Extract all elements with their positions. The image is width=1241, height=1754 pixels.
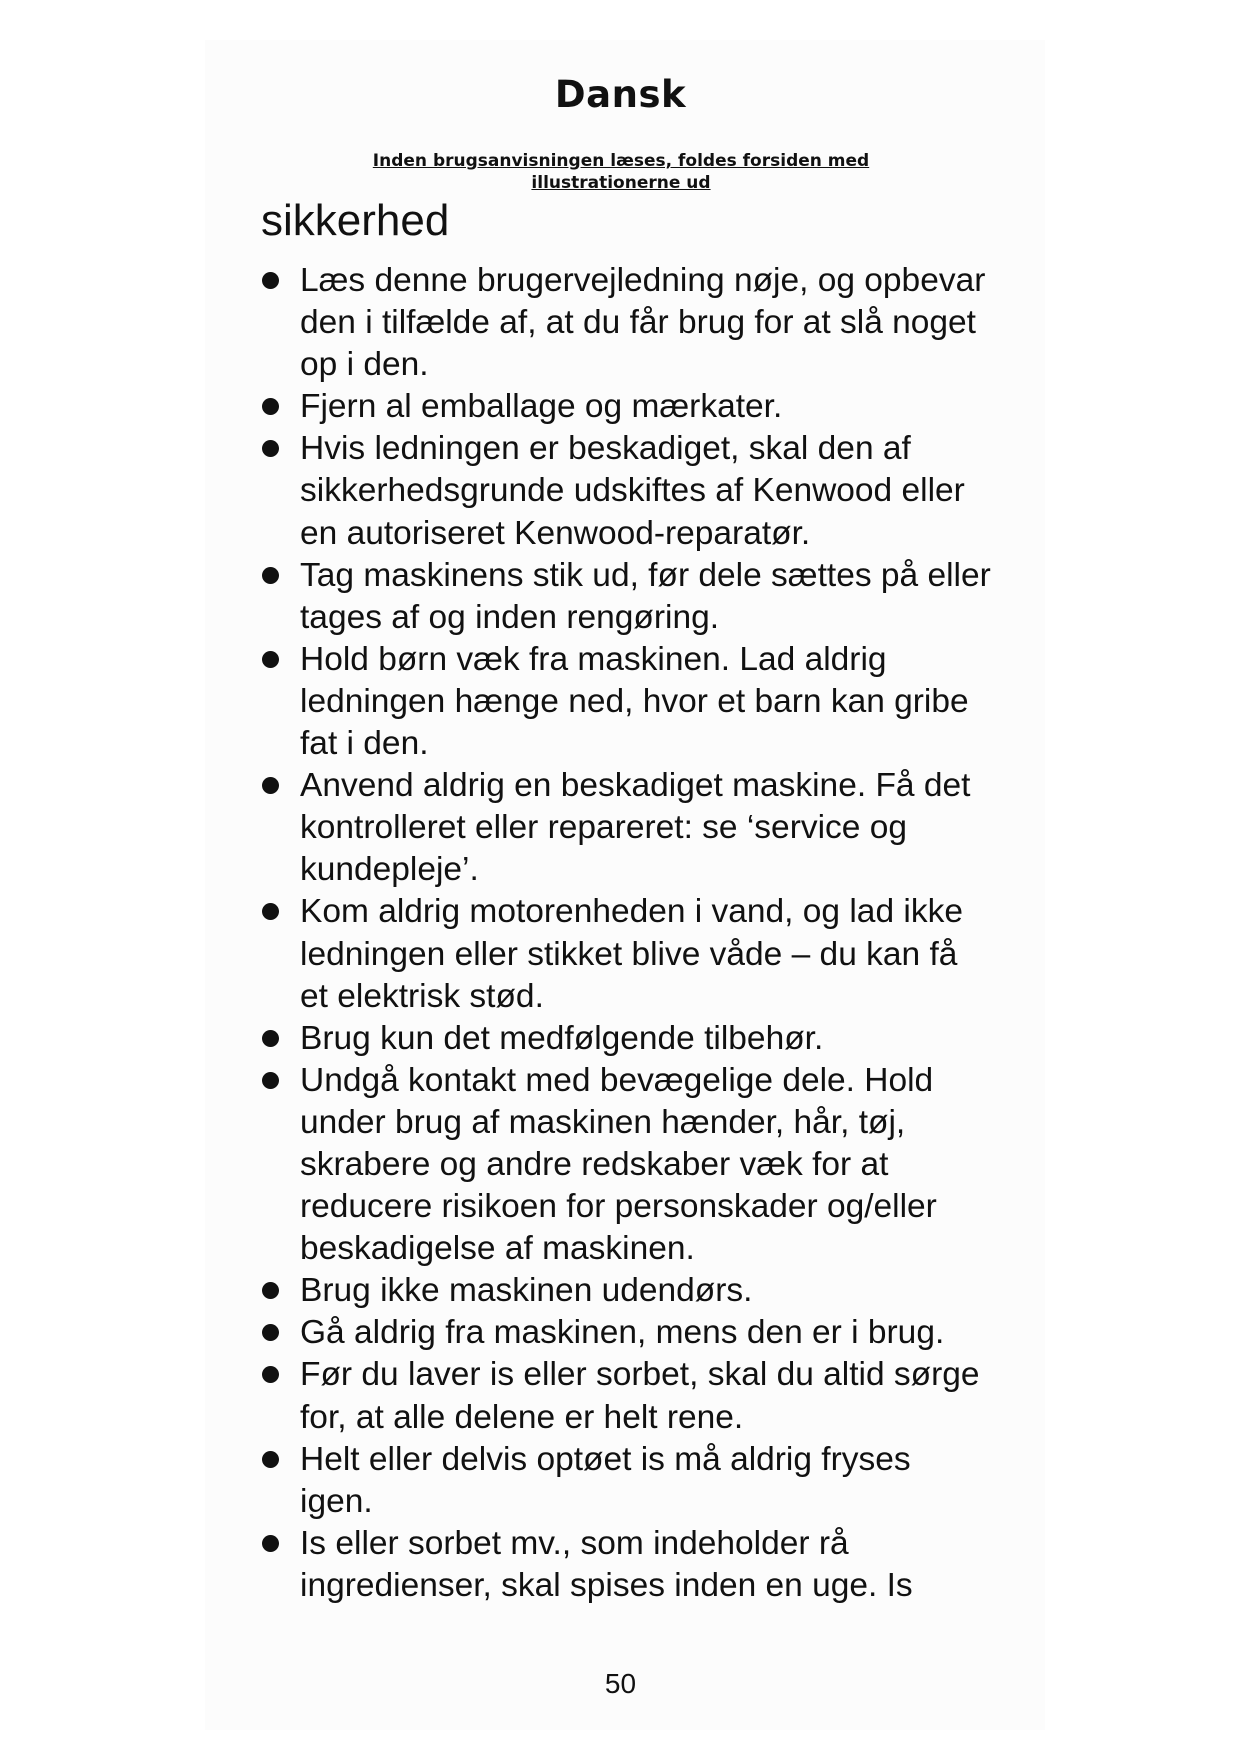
list-item (261, 1060, 991, 1270)
bullet-icon (262, 1451, 279, 1468)
bullet-icon (262, 1366, 279, 1383)
section-heading: sikkerhed (261, 196, 450, 245)
list-item-text: Brug ikke maskinen udendørs. (300, 1272, 753, 1310)
bullet-icon (262, 272, 279, 289)
list-item (261, 386, 991, 428)
bullet-icon (262, 567, 279, 584)
list-item-text: Gå aldrig fra maskinen, mens den er i brug. (300, 1314, 945, 1352)
list-item (261, 1312, 991, 1354)
list-item-text: Is eller sorbet mv., som indeholder rå ingredienser, skal spises inden en uge. Is (300, 1524, 913, 1604)
bullet-icon (262, 1030, 279, 1047)
list-item (261, 1523, 991, 1607)
bullet-icon (262, 1072, 279, 1089)
bullet-icon (262, 777, 279, 794)
list-item (261, 260, 991, 386)
list-item-text: Tag maskinens stik ud, før dele sættes på eller tages af og inden rengøring. (300, 556, 991, 636)
bullet-icon (262, 903, 279, 920)
safety-list (261, 260, 991, 1607)
list-item (261, 891, 991, 1017)
list-item (261, 1270, 991, 1312)
bullet-icon (262, 440, 279, 457)
list-item-text: Hold børn væk fra maskinen. Lad aldrig ledningen hænge ned, hvor et barn kan gribe fat i den. (300, 640, 969, 763)
bullet-icon (262, 1535, 279, 1552)
bullet-icon (262, 1324, 279, 1341)
page-title: Dansk (554, 73, 687, 116)
fold-out-notice: Inden brugsanvisningen læses, foldes forsiden med illustrationerne ud (372, 151, 870, 193)
list-item (261, 1354, 991, 1438)
list-item (261, 1439, 991, 1523)
list-item-text: Kom aldrig motorenheden i vand, og lad ikke ledningen eller stikket blive våde – du kan få et elektrisk stød. (300, 893, 963, 1015)
bullet-icon (262, 651, 279, 668)
list-item-text: Hvis ledningen er beskadiget, skal den af sikkerhedsgrunde udskiftes af Kenwood eller en autoriseret Kenwood-reparatør. (300, 430, 965, 552)
list-item (261, 555, 991, 639)
list-item-text: Brug kun det medfølgende tilbehør. (300, 1019, 824, 1057)
list-item (261, 1018, 991, 1060)
list-item-text: Før du laver is eller sorbet, skal du altid sørge for, at alle delene er helt rene. (300, 1356, 980, 1436)
list-item-text: Undgå kontakt med bevægelige dele. Hold under brug af maskinen hænder, hår, tøj, skrabere og andre redskaber væk for at reducere risikoen for personskader og/eller beskadigelse af maskinen. (300, 1061, 937, 1268)
list-item-text: Fjern al emballage og mærkater. (300, 388, 783, 426)
page-number: 50 (604, 1668, 637, 1699)
list-item-text: Helt eller delvis optøet is må aldrig fryses igen. (300, 1440, 911, 1520)
list-item (261, 765, 991, 891)
list-item-text: Læs denne brugervejledning nøje, og opbevar den i tilfælde af, at du får brug for at slå noget op i den. (300, 262, 986, 384)
bullet-icon (262, 398, 279, 415)
list-item-text: Anvend aldrig en beskadiget maskine. Få det kontrolleret eller repareret: se ‘service og kundepleje’. (300, 767, 971, 889)
list-item (261, 639, 991, 765)
list-item (261, 428, 991, 554)
bullet-icon (262, 1282, 279, 1299)
